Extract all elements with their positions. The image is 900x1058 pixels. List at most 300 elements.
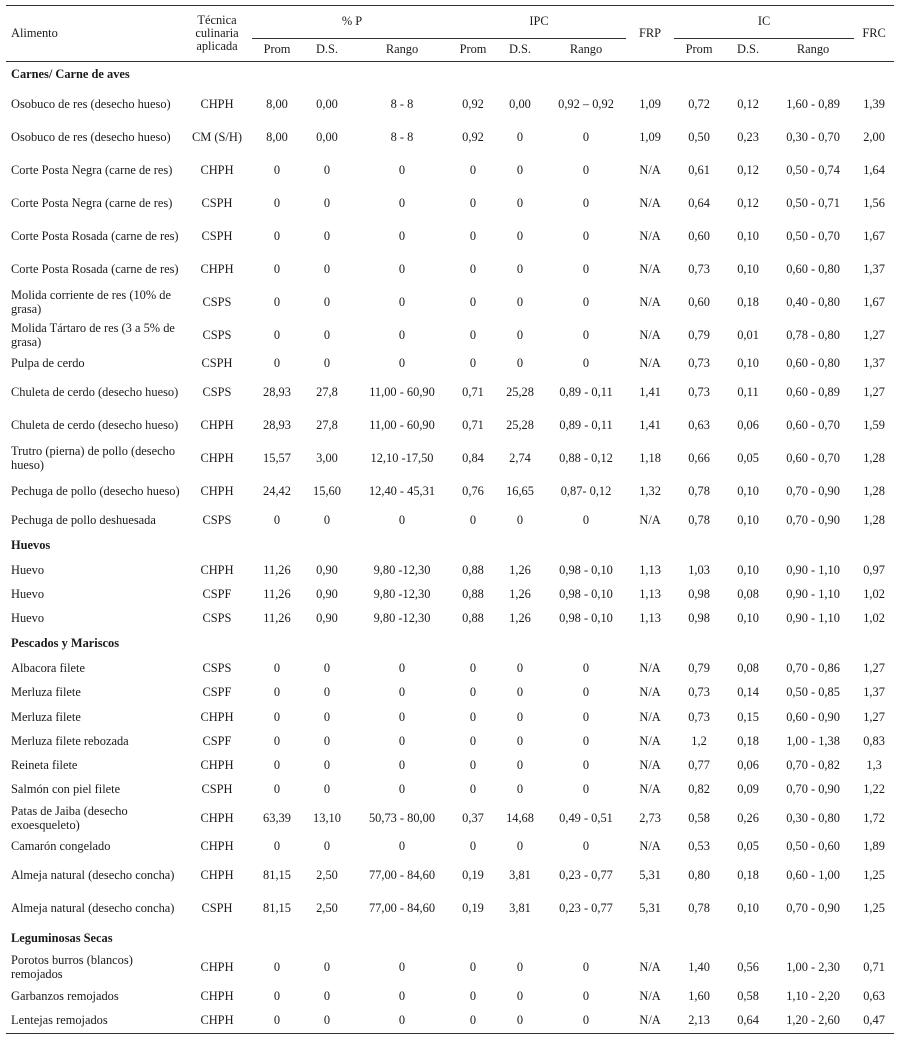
cell-p-rango: 77,00 - 84,60 — [368, 901, 436, 915]
cell-food: Garbanzos remojados — [11, 988, 119, 1003]
cell-ic-rango: 0,70 - 0,90 — [786, 901, 840, 915]
cell-frc: 1,67 — [863, 228, 885, 243]
table-row — [6, 220, 894, 253]
cell-ipc-rango: 0 — [546, 1008, 626, 1033]
cell-frc: 2,00 — [863, 129, 885, 144]
cell-p-rango: 0 — [398, 709, 406, 724]
table-row — [6, 705, 894, 729]
cell-p-ds: 0 — [323, 733, 331, 748]
cell-p-rango: 0 — [398, 261, 406, 276]
cell-p-ds: 0 — [323, 228, 331, 243]
cell-ic-rango: 1,60 - 0,89 — [786, 96, 840, 111]
cell-ic-prom: 0,66 — [688, 450, 710, 465]
cell-ipc-rango: 0 — [582, 758, 590, 773]
cell-food: Huevo — [11, 611, 45, 626]
cell-ipc-ds: 0 — [516, 782, 524, 797]
cell-ipc-ds: 1,26 — [509, 586, 531, 601]
table-row — [6, 475, 894, 508]
cell-frp: N/A — [639, 685, 661, 700]
cell-ic-ds: 0,08 — [737, 586, 759, 601]
cell-food: Molida Tártaro de res (3 a 5% de grasa) — [11, 321, 175, 349]
section-row — [6, 532, 894, 558]
cell-p-ds: 0,00 — [316, 129, 338, 144]
cell-ipc-rango: 0 — [582, 327, 590, 342]
cell-frc: 0,63 — [863, 988, 885, 1003]
cell-p-ds: 0 — [323, 839, 331, 854]
cell-tecnica: CSPF — [202, 685, 232, 700]
cell-tecnica: CHPH — [200, 758, 234, 773]
cell-ipc-ds: 3,81 — [509, 901, 531, 915]
cell-ipc-ds: 25,28 — [506, 384, 534, 399]
cell-frc: 1,02 — [863, 586, 885, 601]
cell-ipc-prom: 0 — [469, 294, 477, 309]
cell-frp: N/A — [639, 839, 661, 854]
cell-ic-prom: 0,78 — [688, 512, 710, 527]
cell-tecnica: CHPH — [200, 868, 234, 882]
cell-p-rango: 50,73 - 80,00 — [368, 810, 436, 825]
cell-frp: 5,31 — [639, 868, 661, 882]
section-title: Carnes/ Carne de aves — [11, 67, 130, 82]
cell-frc: 0,97 — [863, 562, 885, 577]
cell-food: Camarón congelado — [11, 839, 111, 854]
cell-ic-prom: 0,50 — [688, 129, 710, 144]
cell-ipc-prom: 0 — [452, 1008, 494, 1033]
cell-food: Corte Posta Negra (carne de res) — [11, 162, 173, 177]
cell-tecnica: CHPH — [200, 261, 234, 276]
cell-ic-prom: 0,63 — [688, 417, 710, 432]
cell-ipc-ds: 0 — [516, 685, 524, 700]
cell-ipc-prom: 0,92 — [462, 96, 484, 111]
cell-tecnica: CSPH — [201, 901, 233, 915]
cell-frp: 1,32 — [639, 483, 661, 498]
table-row — [6, 88, 894, 121]
cell-ic-rango: 0,60 - 0,70 — [786, 450, 840, 465]
table-row — [6, 286, 894, 319]
cell-ic-prom: 0,73 — [688, 384, 710, 399]
cell-p-prom: 11,26 — [263, 611, 291, 626]
cell-ic-rango: 0,70 - 0,86 — [786, 661, 840, 676]
cell-tecnica: CHPH — [200, 483, 234, 498]
cell-frp: N/A — [639, 294, 661, 309]
cell-ic-rango: 0,60 - 0,70 — [786, 417, 840, 432]
cell-frc: 1,59 — [863, 417, 885, 432]
cell-ipc-ds: 0 — [516, 839, 524, 854]
table-row — [6, 730, 894, 754]
cell-ipc-rango: 0 — [582, 356, 590, 371]
cell-p-rango: 0 — [398, 758, 406, 773]
cell-p-prom: 0 — [273, 162, 281, 177]
cell-tecnica: CHPH — [200, 450, 234, 465]
cell-ic-ds: 0,58 — [737, 988, 759, 1003]
cell-frp: N/A — [639, 512, 661, 527]
cell-food: Albacora filete — [11, 661, 85, 676]
cell-food: Corte Posta Rosada (carne de res) — [11, 228, 179, 243]
cell-ipc-prom: 0 — [469, 709, 477, 724]
cell-p-prom: 63,39 — [263, 810, 291, 825]
cell-tecnica: CSPS — [202, 661, 232, 676]
cell-frc: 1,3 — [866, 758, 882, 773]
cell-ipc-prom: 0,88 — [462, 611, 484, 626]
cell-ipc-rango: 0,98 - 0,10 — [559, 562, 613, 577]
cell-food: Pechuga de pollo (desecho hueso) — [11, 483, 180, 498]
cell-frp: N/A — [639, 960, 661, 974]
cell-frp: N/A — [639, 661, 661, 676]
cell-food: Osobuco de res (desecho hueso) — [11, 96, 171, 111]
cell-ipc-prom: 0 — [469, 782, 477, 797]
cell-tecnica: CSPS — [202, 611, 232, 626]
cell-ipc-prom: 0,76 — [462, 483, 484, 498]
header-ipc: IPC — [452, 6, 626, 39]
cell-frc: 0,47 — [854, 1008, 894, 1033]
cell-frc: 1,72 — [863, 810, 885, 825]
cell-ipc-ds: 0 — [516, 988, 524, 1003]
cell-ic-prom: 0,79 — [688, 327, 710, 342]
cell-ic-ds: 0,12 — [737, 96, 759, 111]
cell-frc: 1,37 — [863, 261, 885, 276]
cell-ipc-prom: 0 — [469, 661, 477, 676]
cell-ic-ds: 0,18 — [737, 733, 759, 748]
table-row — [6, 154, 894, 187]
subheader-ic-ds: D.S. — [724, 39, 772, 62]
cell-p-rango: 0 — [352, 1008, 452, 1033]
cell-p-prom: 0 — [273, 960, 281, 974]
cell-ic-prom: 0,73 — [688, 356, 710, 371]
cell-p-ds: 27,8 — [316, 384, 338, 399]
section-title: Leguminosas Secas — [11, 930, 113, 945]
table-header — [6, 6, 894, 62]
cell-ipc-prom: 0,88 — [462, 586, 484, 601]
cell-frp: N/A — [639, 195, 661, 210]
cell-p-prom: 0 — [273, 512, 281, 527]
cell-p-prom: 0 — [273, 709, 281, 724]
cell-ipc-ds: 1,26 — [509, 562, 531, 577]
cell-food: Chuleta de cerdo (desecho hueso) — [11, 384, 179, 399]
cell-ic-rango: 1,20 - 2,60 — [772, 1008, 854, 1033]
cell-ic-prom: 1,60 — [688, 988, 710, 1003]
cell-ic-prom: 0,73 — [688, 709, 710, 724]
cell-frp: N/A — [639, 709, 661, 724]
header-frp: FRP — [626, 6, 674, 62]
cell-frp: N/A — [639, 162, 661, 177]
section-row — [6, 62, 894, 89]
cell-ic-ds: 0,18 — [737, 294, 759, 309]
cell-food: Chuleta de cerdo (desecho hueso) — [11, 417, 179, 432]
cell-frp: 1,41 — [639, 417, 661, 432]
cell-frp: N/A — [639, 261, 661, 276]
table-row — [6, 802, 894, 835]
cell-frc: 0,83 — [863, 733, 885, 748]
cell-p-rango: 9,80 -12,30 — [373, 611, 431, 626]
cell-tecnica: CSPF — [202, 733, 232, 748]
table-row — [6, 319, 894, 352]
cell-ic-ds: 0,64 — [724, 1008, 772, 1033]
section-title: Pescados y Mariscos — [11, 636, 120, 651]
cell-ipc-prom: 0,71 — [462, 417, 484, 432]
cell-ipc-prom: 0 — [469, 162, 477, 177]
cell-tecnica: CHPH — [200, 162, 234, 177]
cell-ipc-prom: 0 — [469, 733, 477, 748]
cell-ipc-prom: 0,88 — [462, 562, 484, 577]
cell-ipc-ds: 0 — [516, 709, 524, 724]
cell-p-rango: 0 — [398, 661, 406, 676]
cell-ipc-prom: 0,19 — [462, 868, 484, 882]
cell-p-rango: 0 — [398, 162, 406, 177]
cell-ipc-ds: 0 — [516, 512, 524, 527]
cell-ic-prom: 0,64 — [688, 195, 710, 210]
cell-p-rango: 12,10 -17,50 — [370, 450, 434, 465]
cell-p-rango: 11,00 - 60,90 — [369, 384, 435, 399]
cell-ic-ds: 0,10 — [737, 562, 759, 577]
cell-ipc-prom: 0 — [469, 228, 477, 243]
cell-ipc-prom: 0 — [469, 261, 477, 276]
cell-ipc-ds: 25,28 — [506, 417, 534, 432]
cell-ipc-ds: 0 — [516, 327, 524, 342]
cell-p-prom: 0 — [273, 261, 281, 276]
cell-frc: 0,71 — [863, 960, 885, 974]
cell-ic-rango: 0,30 - 0,70 — [786, 129, 840, 144]
cell-ic-prom: 0,60 — [688, 294, 710, 309]
table-row — [6, 835, 894, 859]
header-pct-p: % P — [252, 6, 452, 39]
cell-ic-rango: 0,70 - 0,90 — [786, 782, 840, 797]
cell-p-prom: 81,15 — [263, 868, 291, 882]
subheader-ipc-prom: Prom — [452, 39, 494, 62]
cell-p-ds: 27,8 — [316, 417, 338, 432]
cell-p-prom: 0 — [273, 327, 281, 342]
cell-ipc-prom: 0 — [469, 758, 477, 773]
cell-frc: 1,37 — [863, 685, 885, 700]
cell-p-ds: 13,10 — [313, 810, 341, 825]
header-alimento: Alimento — [6, 6, 182, 62]
cell-frc: 1,27 — [863, 661, 885, 676]
cell-ic-rango: 0,60 - 0,90 — [786, 709, 840, 724]
cell-ic-rango: 0,50 - 0,74 — [786, 162, 840, 177]
cell-ic-ds: 0,10 — [737, 483, 759, 498]
table-row — [6, 253, 894, 286]
cell-p-ds: 0 — [323, 685, 331, 700]
cell-food: Almeja natural (desecho concha) — [11, 901, 175, 915]
cell-p-prom: 0 — [273, 685, 281, 700]
table-row — [6, 681, 894, 705]
cell-tecnica: CHPH — [200, 960, 234, 974]
section-row — [6, 631, 894, 657]
cell-food: Pechuga de pollo deshuesada — [11, 512, 156, 527]
cell-frp: 1,09 — [639, 129, 661, 144]
cell-frp: 2,73 — [639, 810, 661, 825]
cell-tecnica: CSPH — [201, 356, 233, 371]
cell-ipc-prom: 0,37 — [462, 810, 484, 825]
cell-ic-rango: 0,50 - 0,60 — [786, 839, 840, 854]
cell-p-rango: 0 — [398, 988, 406, 1003]
cell-p-prom: 24,42 — [263, 483, 291, 498]
table-row — [6, 859, 894, 892]
cell-ic-rango: 0,90 - 1,10 — [786, 586, 840, 601]
cell-ic-rango: 0,70 - 0,90 — [786, 483, 840, 498]
cell-ic-rango: 1,00 - 2,30 — [786, 960, 840, 974]
table-row — [6, 376, 894, 409]
cell-ipc-prom: 0 — [469, 685, 477, 700]
cell-ipc-ds: 0 — [516, 733, 524, 748]
cell-ic-ds: 0,09 — [737, 782, 759, 797]
section-row — [6, 925, 894, 951]
cell-ic-ds: 0,15 — [737, 709, 759, 724]
cell-frp: N/A — [639, 228, 661, 243]
cell-ipc-rango: 0,92 – 0,92 — [558, 96, 614, 111]
cell-ipc-ds: 0 — [516, 356, 524, 371]
cell-frc: 1,67 — [863, 294, 885, 309]
cell-food: Reineta filete — [11, 758, 78, 773]
cell-frc: 1,27 — [863, 709, 885, 724]
cell-p-prom: 11,26 — [263, 586, 291, 601]
cell-tecnica: CSPF — [202, 586, 232, 601]
cell-p-rango: 0 — [398, 960, 406, 974]
cell-ic-prom: 2,13 — [674, 1008, 724, 1033]
section-title: Huevos — [11, 537, 51, 552]
cell-ipc-rango: 0,23 - 0,77 — [559, 868, 613, 882]
cell-p-prom: 0 — [252, 1008, 302, 1033]
cell-ic-rango: 1,10 - 2,20 — [786, 988, 840, 1003]
cell-food: Pulpa de cerdo — [11, 356, 85, 371]
cell-ipc-rango: 0 — [582, 512, 590, 527]
cell-p-ds: 0 — [323, 261, 331, 276]
cell-ic-rango: 0,30 - 0,80 — [786, 810, 840, 825]
cell-frp: N/A — [639, 327, 661, 342]
cell-ic-ds: 0,10 — [737, 356, 759, 371]
table-row — [6, 754, 894, 778]
cell-p-ds: 0 — [323, 327, 331, 342]
cell-tecnica: CM (S/H) — [192, 129, 242, 144]
cell-p-ds: 0 — [323, 294, 331, 309]
cell-p-ds: 0 — [302, 1008, 352, 1033]
cell-p-rango: 0 — [398, 733, 406, 748]
cell-frp: 1,13 — [639, 611, 661, 626]
cell-ipc-rango: 0,49 - 0,51 — [559, 810, 613, 825]
table-row — [6, 1008, 894, 1033]
table-body — [6, 62, 894, 1034]
cell-ic-prom: 0,73 — [688, 685, 710, 700]
cell-food: Merluza filete rebozada — [11, 733, 129, 748]
cell-ic-ds: 0,12 — [737, 162, 759, 177]
cell-tecnica: CHPH — [200, 709, 234, 724]
cell-p-rango: 12,40 - 45,31 — [368, 483, 436, 498]
cell-food: Trutro (pierna) de pollo (desecho hueso) — [11, 444, 176, 472]
cell-ic-rango: 0,70 - 0,90 — [786, 512, 840, 527]
subheader-p-rango: Rango — [352, 39, 452, 62]
cell-ipc-rango: 0 — [582, 685, 590, 700]
cell-ipc-ds: 1,26 — [509, 611, 531, 626]
table-row — [6, 409, 894, 442]
cell-p-rango: 0 — [398, 512, 406, 527]
cell-p-prom: 8,00 — [266, 96, 288, 111]
cell-p-ds: 0 — [323, 162, 331, 177]
cell-ic-ds: 0,26 — [737, 810, 759, 825]
cell-ic-ds: 0,56 — [737, 960, 759, 974]
cell-ic-prom: 1,40 — [688, 960, 710, 974]
cell-ic-prom: 0,98 — [688, 586, 710, 601]
cell-p-prom: 0 — [273, 661, 281, 676]
cell-p-prom: 0 — [273, 356, 281, 371]
cell-ic-prom: 0,77 — [688, 758, 710, 773]
cell-frc: 1,37 — [863, 356, 885, 371]
cell-ic-ds: 0,10 — [737, 261, 759, 276]
cell-ipc-rango: 0 — [582, 261, 590, 276]
cell-frp: N/A — [626, 1008, 674, 1033]
cell-frc: 1,27 — [863, 327, 885, 342]
cell-p-ds: 0,90 — [316, 586, 338, 601]
cell-ic-rango: 0,60 - 0,89 — [786, 384, 840, 399]
cell-ic-rango: 0,60 - 1,00 — [786, 868, 840, 882]
header-tecnica: Técnica culinaria aplicada — [182, 6, 252, 62]
cell-ipc-ds: 0 — [516, 758, 524, 773]
cell-frp: 1,09 — [639, 96, 661, 111]
cell-p-prom: 0 — [273, 228, 281, 243]
cell-ic-rango: 0,50 - 0,85 — [786, 685, 840, 700]
cell-ipc-ds: 0 — [516, 661, 524, 676]
cell-ic-rango: 0,90 - 1,10 — [786, 611, 840, 626]
cell-p-rango: 0 — [398, 327, 406, 342]
cell-frp: N/A — [639, 356, 661, 371]
table-row — [6, 508, 894, 532]
cell-ic-ds: 0,14 — [737, 685, 759, 700]
cell-ipc-rango: 0,88 - 0,12 — [559, 450, 613, 465]
cell-ipc-ds: 0 — [516, 960, 524, 974]
cell-p-rango: 0 — [398, 228, 406, 243]
table-row — [6, 892, 894, 925]
cell-ic-prom: 0,79 — [688, 661, 710, 676]
cell-ipc-ds: 14,68 — [506, 810, 534, 825]
cell-frp: N/A — [639, 758, 661, 773]
cell-frc: 1,28 — [863, 450, 885, 465]
cell-ic-ds: 0,10 — [737, 512, 759, 527]
cell-tecnica: CHPH — [200, 988, 234, 1003]
table-row — [6, 121, 894, 154]
cell-ipc-prom: 0 — [469, 839, 477, 854]
table-row — [6, 442, 894, 475]
cell-ic-rango: 0,50 - 0,70 — [786, 228, 840, 243]
cell-p-ds: 0 — [323, 988, 331, 1003]
cell-ic-prom: 0,80 — [688, 868, 710, 882]
cell-p-prom: 0 — [273, 988, 281, 1003]
cell-ipc-ds: 0 — [494, 1008, 546, 1033]
cell-p-ds: 0 — [323, 960, 331, 974]
cell-ipc-rango: 0 — [582, 195, 590, 210]
cell-ic-ds: 0,23 — [737, 129, 759, 144]
cell-tecnica: CSPS — [202, 327, 232, 342]
cell-ipc-prom: 0 — [469, 960, 477, 974]
cell-ipc-rango: 0 — [582, 162, 590, 177]
cell-p-ds: 0 — [323, 512, 331, 527]
cell-p-ds: 0 — [323, 782, 331, 797]
cell-ic-rango: 0,70 - 0,82 — [786, 758, 840, 773]
data-table-container — [6, 5, 894, 1034]
cell-ipc-rango: 0 — [582, 129, 590, 144]
cell-frp: 1,41 — [639, 384, 661, 399]
cell-p-rango: 0 — [398, 839, 406, 854]
cell-ipc-rango: 0 — [582, 960, 590, 974]
cell-frc: 1,02 — [863, 611, 885, 626]
cell-food: Huevo — [11, 586, 45, 601]
cell-frp: 5,31 — [639, 901, 661, 915]
cell-ic-ds: 0,05 — [737, 839, 759, 854]
cell-food: Molida corriente de res (10% de grasa) — [11, 288, 171, 316]
cell-p-prom: 15,57 — [263, 450, 291, 465]
cell-ipc-prom: 0 — [469, 195, 477, 210]
cell-ipc-ds: 0 — [516, 261, 524, 276]
cell-p-prom: 81,15 — [263, 901, 291, 915]
cell-food: Corte Posta Rosada (carne de res) — [11, 261, 179, 276]
subheader-p-ds: D.S. — [302, 39, 352, 62]
cell-p-rango: 0 — [398, 685, 406, 700]
